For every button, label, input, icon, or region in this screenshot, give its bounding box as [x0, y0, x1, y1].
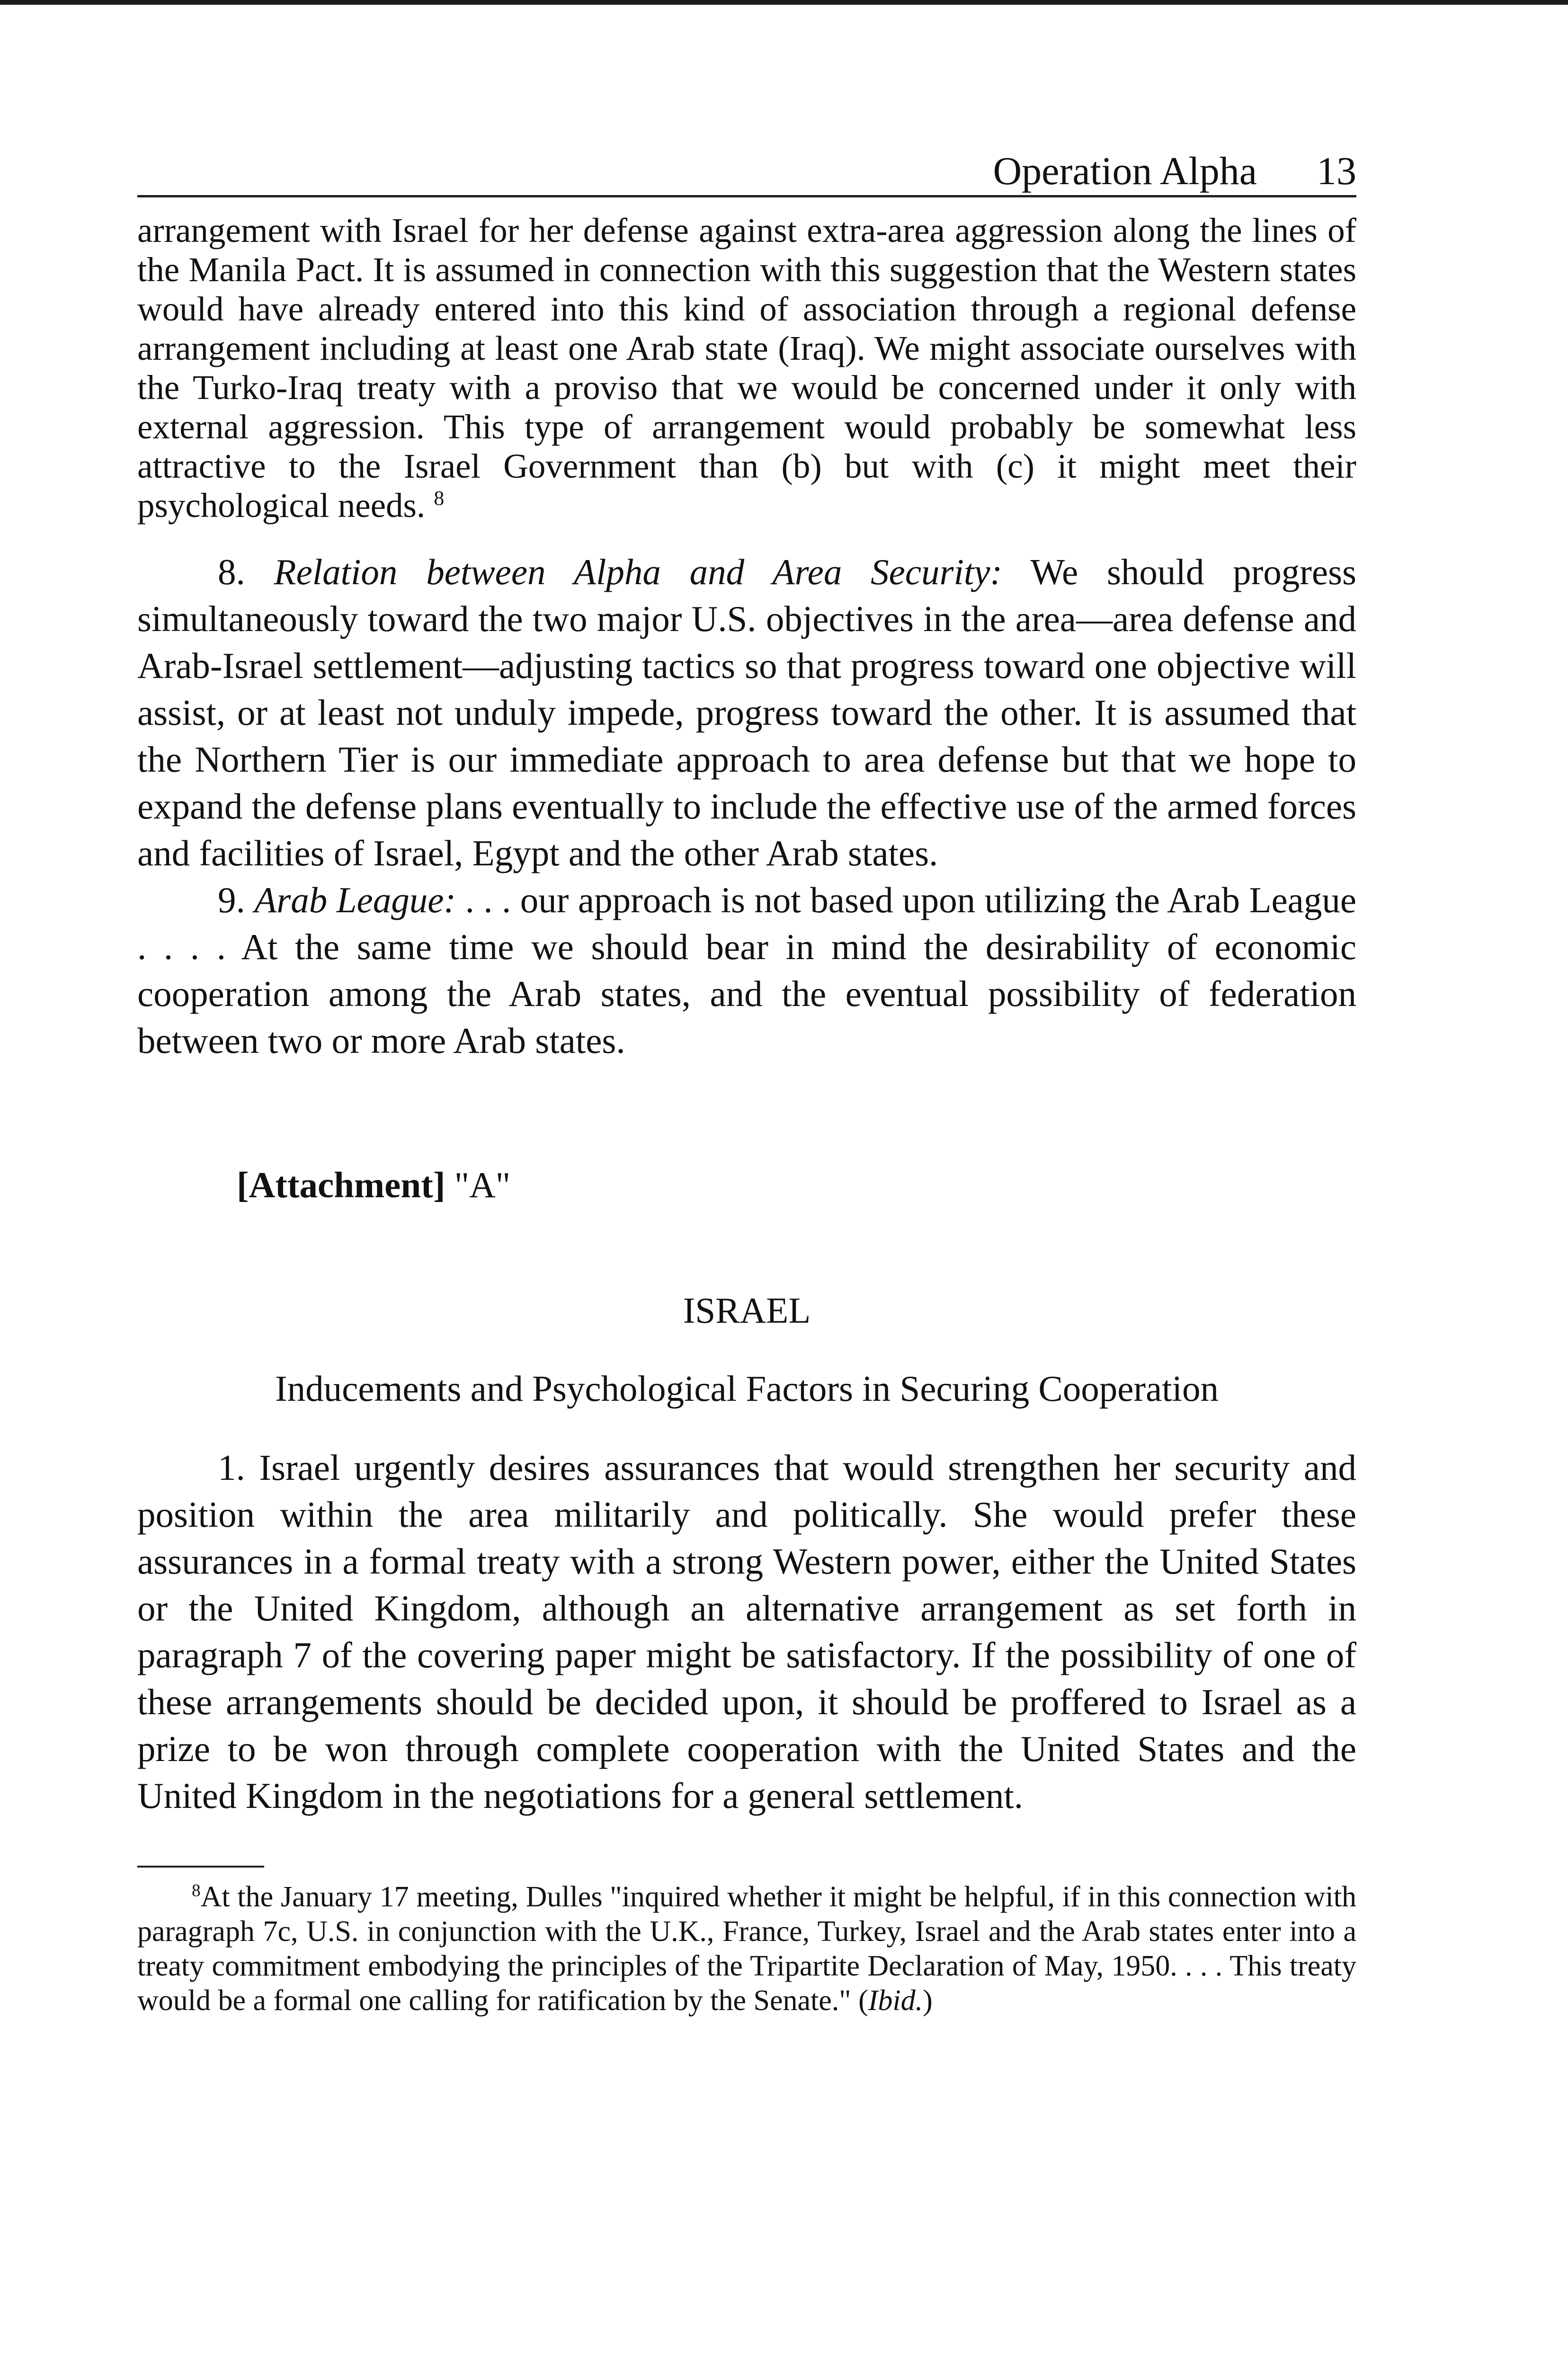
footnote-divider [137, 1866, 264, 1868]
footnote-source: Ibid. [868, 1984, 923, 2017]
attachment-label: [Attachment] [237, 1165, 445, 1205]
paragraph-8-runin-heading: Relation between Alpha and Area Security: [274, 552, 1003, 592]
paragraph-9-text: . . . our approach is not based upon utilizing the Arab League . . . . At the same time we should bear in mind the desirability of economic cooperation among the Arab states, and the eventual possibility of federation between two or more Arab states. [137, 880, 1357, 1061]
paragraph-8 [137, 549, 1356, 877]
attachment-mark: "A" [454, 1165, 511, 1205]
footnote-source-close: ) [923, 1984, 933, 2017]
footnote-marker: 8 [192, 1881, 201, 1901]
paragraph-1-text: Israel urgently desires assurances that would strengthen her security and position within the area militarily and politically. She would prefer these assurances in a formal treaty with a strong Western power, either the United States or the United Kingdom, although an alternative arrangement as set forth in paragraph 7 of the covering paper might be satisfactory. If the possibility of one of these arrangements should be decided upon, it should be proffered to Israel as a prize to be won through complete cooperation with the United States and the United Kingdom in the negotiations for a general settlement. [137, 1447, 1357, 1816]
continued-paragraph-text: arrangement with Israel for her defense against extra-area aggression along the lines of the Manila Pact. It is assumed in connection with this suggestion that the Western states would have already entered into this kind of association through a regional defense arrangement including at least one Arab state (Iraq). We might associate ourselves with the Turko-Iraq treaty with a proviso that we would be concerned under it only with external aggression. This type of arrangement would probably be somewhat less attractive to the Israel Government than (b) but with (c) it might meet their psychological needs. [137, 211, 1356, 525]
paragraph-1 [137, 1444, 1356, 1819]
footnote [137, 1880, 1356, 2018]
document-page [137, 142, 1356, 2018]
paragraph-8-number: 8. [218, 552, 245, 592]
footnote-source-open: ( [858, 1984, 868, 2017]
footnote-text: At the January 17 meeting, Dulles "inquired whether it might be helpful, if in this connection with paragraph 7c, U.S. in conjunction with the U.K., France, Turkey, Israel and the Arab states enter into a treaty commitment embodying the principles of the Tripartite Declaration of May, 1950. . . . This treaty would be a formal one calling for ratification by the Senate." [137, 1881, 1356, 2017]
paragraph-9-number: 9. [218, 880, 245, 920]
attachment-heading [237, 1161, 1356, 1209]
section-heading: ISRAEL [683, 1290, 811, 1331]
paragraph-8-text: We should progress simultaneously toward the two major U.S. objectives in the area—area defense and Arab-Israel settlement—adjusting tactics so that progress toward one objective will assist, or at least not unduly impede, progress toward the other. It is assumed that the Northern Tier is our immediate approach to area defense but that we hope to expand the defense plans eventually to include the effective use of the armed forces and facilities of Israel, Egypt and the other Arab states. [137, 552, 1357, 873]
footnote-reference: 8 [434, 487, 445, 510]
paragraph-9-runin-heading: Arab League: [254, 880, 456, 920]
paragraph-9 [137, 877, 1356, 1064]
paragraph-1-number: 1. [218, 1447, 245, 1488]
section-subheading: Inducements and Psychological Factors in Securing Cooperation [275, 1368, 1219, 1409]
running-head [137, 142, 1356, 197]
continued-paragraph [137, 211, 1356, 525]
page-number: 13 [1317, 149, 1356, 193]
running-head-title: Operation Alpha [993, 149, 1257, 193]
top-border-rule [0, 0, 1568, 5]
